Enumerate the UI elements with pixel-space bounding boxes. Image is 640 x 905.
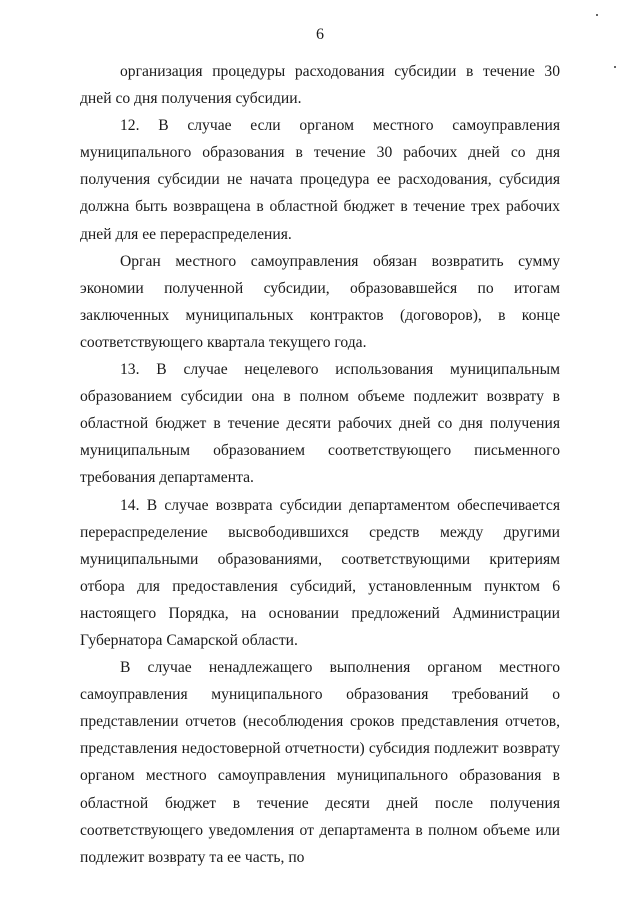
scan-speck [614,66,616,68]
scan-speck [596,14,598,16]
paragraph-item-14: 14. В случае возврата субсидии департаментом обеспечивается перераспределение высвободившихся средств между другими муниципальными образованиями, соответствующими критериям отбора для предоставления субсидий, установленным пунктом 6 настоящего Порядка, на основании предложений Администрации Губернатора Самарской области. [80,496,560,649]
document-body [80,58,560,871]
page-number: 6 [316,26,324,43]
paragraph-continuation: организация процедуры расходования субсидии в течение 30 дней со дня получения субсидии. [80,63,560,108]
paragraph-item-12: 12. В случае если органом местного самоуправления муниципального образования в течение 30 рабочих дней со дня получения субсидии не начата процедура ее расходования, субсидия должна быть возвращена в областной бюджет в течение трех рабочих дней для ее перераспределения. [80,117,560,243]
paragraph-item-13: 13. В случае нецелевого использования муниципальным образованием субсидии она в полном объеме подлежит возврату в областной бюджет в течение десяти рабочих дней со дня получения муниципальным образованием соответствующего письменного требования департамента. [80,361,560,487]
paragraph-improper-reporting: В случае ненадлежащего выполнения органом местного самоуправления муниципального образования требований о представлении отчетов (несоблюдения сроков представления отчетов, представления недостоверной отчетности) субсидия подлежит возврату органом местного самоуправления муниципального образования в областной бюджет в течение десяти дней после получения соответствующего уведомления от департамента в полном объеме или подлежит возврату та ее часть, по [80,659,560,866]
paragraph-savings-return: Орган местного самоуправления обязан возвратить сумму экономии полученной субсидии, образовавшейся по итогам заключенных муниципальных контрактов (договоров), в конце соответствующего квартала текущего года. [80,252,560,351]
